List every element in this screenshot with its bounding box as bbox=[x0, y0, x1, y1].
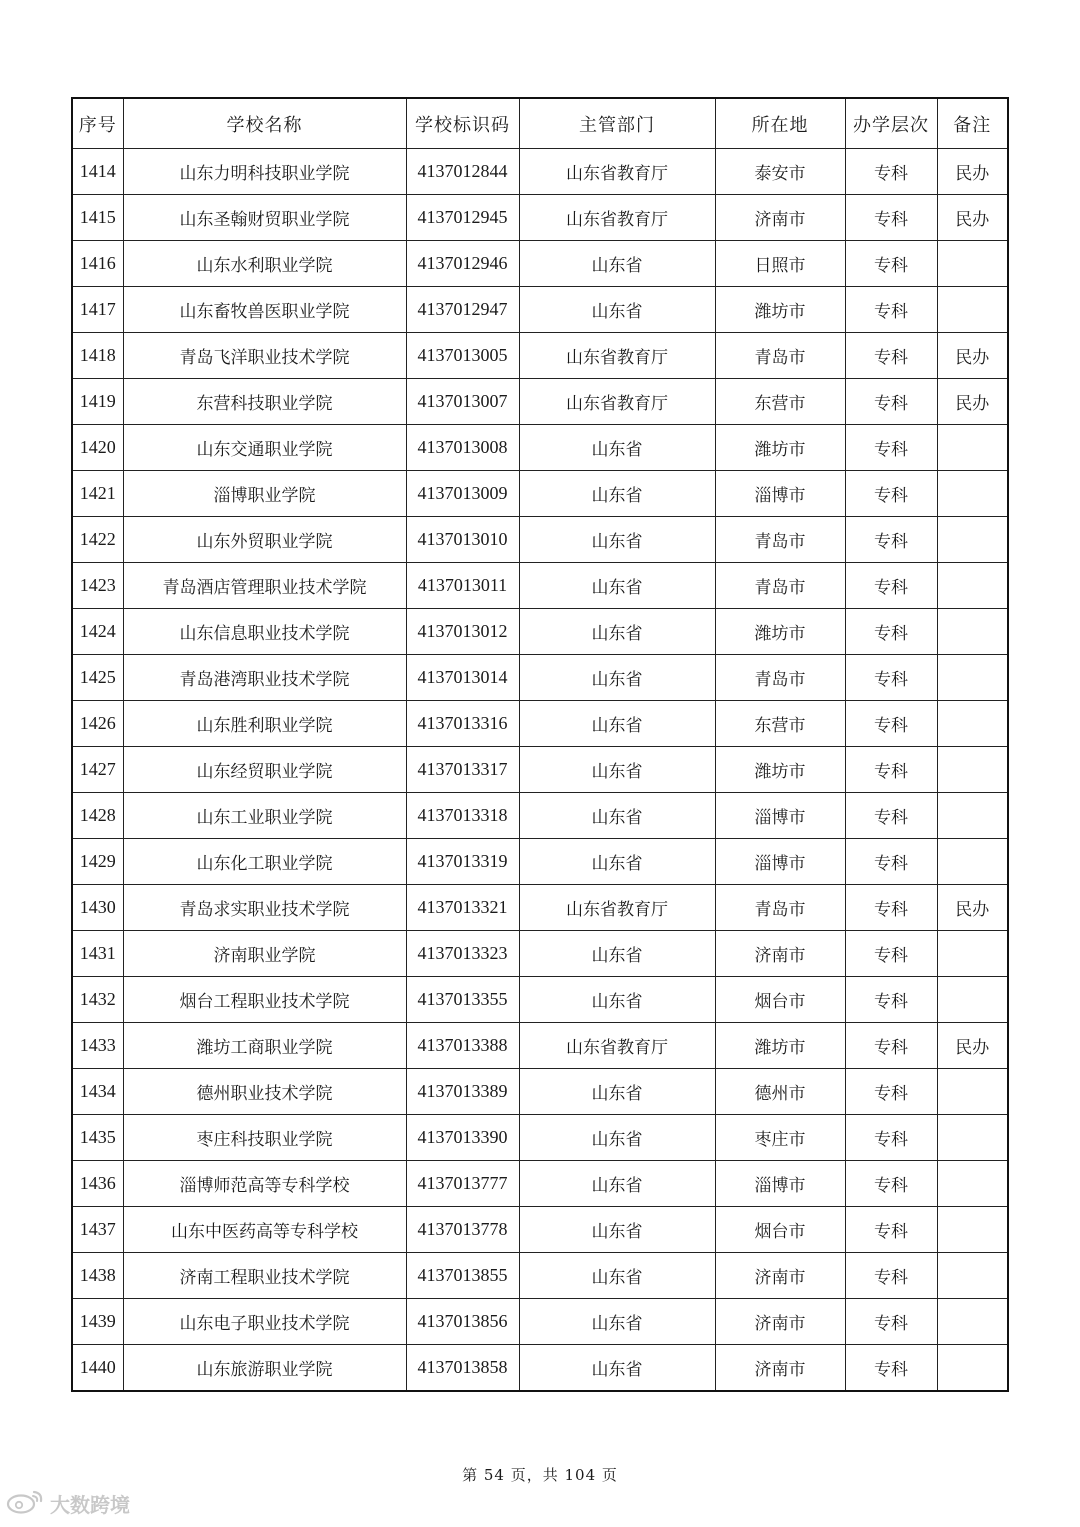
cell-index: 1417 bbox=[72, 287, 123, 333]
cell-school-name: 淄博职业学院 bbox=[123, 471, 406, 517]
table-row bbox=[72, 1345, 1008, 1392]
cell-school-code: 4137013355 bbox=[406, 977, 519, 1023]
cell-department: 山东省 bbox=[519, 1253, 715, 1299]
cell-index: 1434 bbox=[72, 1069, 123, 1115]
cell-level: 专科 bbox=[845, 1161, 937, 1207]
cell-index: 1419 bbox=[72, 379, 123, 425]
cell-department: 山东省 bbox=[519, 1161, 715, 1207]
cell-index: 1424 bbox=[72, 609, 123, 655]
table-row bbox=[72, 195, 1008, 241]
cell-school-code: 4137013010 bbox=[406, 517, 519, 563]
cell-department: 山东省 bbox=[519, 977, 715, 1023]
cell-level: 专科 bbox=[845, 1069, 937, 1115]
cell-index: 1427 bbox=[72, 747, 123, 793]
cell-department: 山东省教育厅 bbox=[519, 885, 715, 931]
cell-school-name: 山东电子职业技术学院 bbox=[123, 1299, 406, 1345]
cell-location: 济南市 bbox=[715, 1345, 845, 1392]
cell-school-name: 山东化工职业学院 bbox=[123, 839, 406, 885]
cell-school-name: 山东力明科技职业学院 bbox=[123, 149, 406, 195]
cell-level: 专科 bbox=[845, 149, 937, 195]
cell-location: 德州市 bbox=[715, 1069, 845, 1115]
cell-school-code: 4137013316 bbox=[406, 701, 519, 747]
cell-school-name: 德州职业技术学院 bbox=[123, 1069, 406, 1115]
cell-level: 专科 bbox=[845, 701, 937, 747]
cell-note bbox=[937, 241, 1008, 287]
cell-location: 青岛市 bbox=[715, 333, 845, 379]
cell-level: 专科 bbox=[845, 1115, 937, 1161]
cell-school-name: 山东旅游职业学院 bbox=[123, 1345, 406, 1392]
cell-location: 东营市 bbox=[715, 701, 845, 747]
table-row bbox=[72, 655, 1008, 701]
table-row bbox=[72, 747, 1008, 793]
cell-school-name: 青岛酒店管理职业技术学院 bbox=[123, 563, 406, 609]
cell-level: 专科 bbox=[845, 977, 937, 1023]
table-row bbox=[72, 379, 1008, 425]
cell-department: 山东省 bbox=[519, 287, 715, 333]
cell-department: 山东省 bbox=[519, 609, 715, 655]
cell-level: 专科 bbox=[845, 425, 937, 471]
header-cell-school-name: 学校名称 bbox=[123, 98, 406, 149]
cell-index: 1415 bbox=[72, 195, 123, 241]
cell-school-name: 枣庄科技职业学院 bbox=[123, 1115, 406, 1161]
cell-school-name: 烟台工程职业技术学院 bbox=[123, 977, 406, 1023]
cell-department: 山东省 bbox=[519, 1299, 715, 1345]
table-row bbox=[72, 333, 1008, 379]
cell-location: 青岛市 bbox=[715, 885, 845, 931]
watermark-text: 大数跨境 bbox=[50, 1493, 130, 1517]
school-list-table bbox=[71, 97, 1009, 1392]
cell-location: 潍坊市 bbox=[715, 287, 845, 333]
table-row bbox=[72, 701, 1008, 747]
cell-level: 专科 bbox=[845, 563, 937, 609]
cell-note bbox=[937, 977, 1008, 1023]
header-cell-school-code: 学校标识码 bbox=[406, 98, 519, 149]
table-row bbox=[72, 931, 1008, 977]
cell-index: 1439 bbox=[72, 1299, 123, 1345]
table-row bbox=[72, 1253, 1008, 1299]
cell-school-code: 4137013009 bbox=[406, 471, 519, 517]
cell-level: 专科 bbox=[845, 1207, 937, 1253]
cell-department: 山东省教育厅 bbox=[519, 379, 715, 425]
cell-school-code: 4137013777 bbox=[406, 1161, 519, 1207]
cell-level: 专科 bbox=[845, 1253, 937, 1299]
cell-school-name: 山东交通职业学院 bbox=[123, 425, 406, 471]
cell-school-code: 4137013390 bbox=[406, 1115, 519, 1161]
table-body bbox=[72, 149, 1008, 1392]
cell-index: 1431 bbox=[72, 931, 123, 977]
cell-note bbox=[937, 1207, 1008, 1253]
cell-department: 山东省 bbox=[519, 1345, 715, 1392]
cell-location: 烟台市 bbox=[715, 977, 845, 1023]
cell-school-name: 山东畜牧兽医职业学院 bbox=[123, 287, 406, 333]
cell-note bbox=[937, 839, 1008, 885]
cell-level: 专科 bbox=[845, 287, 937, 333]
header-cell-department: 主管部门 bbox=[519, 98, 715, 149]
cell-school-code: 4137013012 bbox=[406, 609, 519, 655]
cell-school-name: 山东工业职业学院 bbox=[123, 793, 406, 839]
cell-department: 山东省 bbox=[519, 1207, 715, 1253]
cell-school-name: 山东水利职业学院 bbox=[123, 241, 406, 287]
cell-level: 专科 bbox=[845, 655, 937, 701]
cell-department: 山东省 bbox=[519, 241, 715, 287]
table-row bbox=[72, 287, 1008, 333]
cell-location: 烟台市 bbox=[715, 1207, 845, 1253]
cell-department: 山东省 bbox=[519, 747, 715, 793]
cell-index: 1435 bbox=[72, 1115, 123, 1161]
cell-location: 淄博市 bbox=[715, 471, 845, 517]
header-cell-index: 序号 bbox=[72, 98, 123, 149]
cell-school-code: 4137013389 bbox=[406, 1069, 519, 1115]
cell-note bbox=[937, 1345, 1008, 1392]
cell-index: 1433 bbox=[72, 1023, 123, 1069]
cell-location: 淄博市 bbox=[715, 793, 845, 839]
table-row bbox=[72, 1161, 1008, 1207]
cell-school-name: 东营科技职业学院 bbox=[123, 379, 406, 425]
page-number-footer: 第 54 页，共 104 页 bbox=[462, 1466, 618, 1484]
table-row bbox=[72, 149, 1008, 195]
cell-department: 山东省教育厅 bbox=[519, 149, 715, 195]
cell-school-name: 济南职业学院 bbox=[123, 931, 406, 977]
cell-school-name: 山东胜利职业学院 bbox=[123, 701, 406, 747]
cell-index: 1418 bbox=[72, 333, 123, 379]
cell-department: 山东省 bbox=[519, 655, 715, 701]
table-row bbox=[72, 1023, 1008, 1069]
table-row bbox=[72, 563, 1008, 609]
cell-department: 山东省 bbox=[519, 701, 715, 747]
cell-note: 民办 bbox=[937, 1023, 1008, 1069]
cell-note bbox=[937, 655, 1008, 701]
cell-level: 专科 bbox=[845, 333, 937, 379]
cell-location: 淄博市 bbox=[715, 839, 845, 885]
cell-level: 专科 bbox=[845, 241, 937, 287]
table-header-row bbox=[72, 98, 1008, 149]
cell-location: 枣庄市 bbox=[715, 1115, 845, 1161]
cell-level: 专科 bbox=[845, 931, 937, 977]
cell-school-code: 4137013855 bbox=[406, 1253, 519, 1299]
cell-school-name: 青岛求实职业技术学院 bbox=[123, 885, 406, 931]
cell-index: 1438 bbox=[72, 1253, 123, 1299]
cell-level: 专科 bbox=[845, 379, 937, 425]
weibo-logo-icon bbox=[6, 1488, 50, 1519]
cell-note bbox=[937, 517, 1008, 563]
school-table-container bbox=[71, 97, 1007, 1392]
cell-level: 专科 bbox=[845, 1023, 937, 1069]
cell-note: 民办 bbox=[937, 379, 1008, 425]
cell-location: 日照市 bbox=[715, 241, 845, 287]
cell-department: 山东省教育厅 bbox=[519, 1023, 715, 1069]
cell-school-name: 潍坊工商职业学院 bbox=[123, 1023, 406, 1069]
cell-school-code: 4137013005 bbox=[406, 333, 519, 379]
cell-note bbox=[937, 1115, 1008, 1161]
cell-school-code: 4137013317 bbox=[406, 747, 519, 793]
header-cell-level: 办学层次 bbox=[845, 98, 937, 149]
cell-level: 专科 bbox=[845, 839, 937, 885]
cell-school-code: 4137013011 bbox=[406, 563, 519, 609]
cell-note bbox=[937, 1299, 1008, 1345]
cell-school-code: 4137013008 bbox=[406, 425, 519, 471]
cell-note: 民办 bbox=[937, 195, 1008, 241]
cell-level: 专科 bbox=[845, 195, 937, 241]
cell-index: 1436 bbox=[72, 1161, 123, 1207]
table-row bbox=[72, 425, 1008, 471]
cell-index: 1440 bbox=[72, 1345, 123, 1392]
cell-note bbox=[937, 1069, 1008, 1115]
table-row bbox=[72, 1115, 1008, 1161]
cell-location: 泰安市 bbox=[715, 149, 845, 195]
cell-index: 1429 bbox=[72, 839, 123, 885]
cell-school-code: 4137012945 bbox=[406, 195, 519, 241]
cell-note: 民办 bbox=[937, 149, 1008, 195]
cell-index: 1414 bbox=[72, 149, 123, 195]
cell-index: 1423 bbox=[72, 563, 123, 609]
cell-department: 山东省 bbox=[519, 563, 715, 609]
cell-note bbox=[937, 793, 1008, 839]
cell-school-code: 4137013007 bbox=[406, 379, 519, 425]
table-row bbox=[72, 1299, 1008, 1345]
cell-note bbox=[937, 563, 1008, 609]
cell-index: 1422 bbox=[72, 517, 123, 563]
cell-index: 1421 bbox=[72, 471, 123, 517]
table-row bbox=[72, 1207, 1008, 1253]
cell-school-code: 4137013388 bbox=[406, 1023, 519, 1069]
cell-location: 潍坊市 bbox=[715, 425, 845, 471]
cell-note bbox=[937, 287, 1008, 333]
table-row bbox=[72, 1069, 1008, 1115]
cell-school-name: 济南工程职业技术学院 bbox=[123, 1253, 406, 1299]
cell-school-name: 青岛港湾职业技术学院 bbox=[123, 655, 406, 701]
cell-level: 专科 bbox=[845, 609, 937, 655]
cell-school-name: 山东中医药高等专科学校 bbox=[123, 1207, 406, 1253]
cell-school-name: 青岛飞洋职业技术学院 bbox=[123, 333, 406, 379]
cell-index: 1420 bbox=[72, 425, 123, 471]
cell-department: 山东省 bbox=[519, 517, 715, 563]
cell-location: 青岛市 bbox=[715, 655, 845, 701]
cell-school-code: 4137012946 bbox=[406, 241, 519, 287]
cell-school-name: 山东信息职业技术学院 bbox=[123, 609, 406, 655]
cell-note bbox=[937, 747, 1008, 793]
cell-note: 民办 bbox=[937, 333, 1008, 379]
cell-location: 潍坊市 bbox=[715, 1023, 845, 1069]
cell-school-code: 4137013318 bbox=[406, 793, 519, 839]
table-row bbox=[72, 609, 1008, 655]
header-cell-location: 所在地 bbox=[715, 98, 845, 149]
cell-location: 东营市 bbox=[715, 379, 845, 425]
cell-index: 1428 bbox=[72, 793, 123, 839]
table-row bbox=[72, 471, 1008, 517]
cell-department: 山东省 bbox=[519, 793, 715, 839]
cell-level: 专科 bbox=[845, 747, 937, 793]
cell-note bbox=[937, 701, 1008, 747]
cell-index: 1432 bbox=[72, 977, 123, 1023]
cell-department: 山东省教育厅 bbox=[519, 195, 715, 241]
cell-location: 潍坊市 bbox=[715, 747, 845, 793]
cell-level: 专科 bbox=[845, 517, 937, 563]
cell-note bbox=[937, 471, 1008, 517]
cell-location: 青岛市 bbox=[715, 517, 845, 563]
cell-note bbox=[937, 425, 1008, 471]
cell-school-name: 山东圣翰财贸职业学院 bbox=[123, 195, 406, 241]
cell-location: 青岛市 bbox=[715, 563, 845, 609]
cell-department: 山东省 bbox=[519, 1115, 715, 1161]
cell-department: 山东省 bbox=[519, 1069, 715, 1115]
cell-index: 1426 bbox=[72, 701, 123, 747]
cell-school-code: 4137013778 bbox=[406, 1207, 519, 1253]
cell-note bbox=[937, 609, 1008, 655]
cell-location: 济南市 bbox=[715, 195, 845, 241]
table-row bbox=[72, 241, 1008, 287]
cell-school-name: 山东外贸职业学院 bbox=[123, 517, 406, 563]
cell-level: 专科 bbox=[845, 1299, 937, 1345]
cell-department: 山东省 bbox=[519, 931, 715, 977]
table-row bbox=[72, 793, 1008, 839]
cell-level: 专科 bbox=[845, 1345, 937, 1392]
cell-school-code: 4137013856 bbox=[406, 1299, 519, 1345]
table-row bbox=[72, 839, 1008, 885]
cell-note bbox=[937, 1253, 1008, 1299]
cell-school-code: 4137013323 bbox=[406, 931, 519, 977]
cell-note bbox=[937, 931, 1008, 977]
cell-location: 济南市 bbox=[715, 1253, 845, 1299]
cell-index: 1425 bbox=[72, 655, 123, 701]
cell-school-code: 4137013858 bbox=[406, 1345, 519, 1392]
cell-school-name: 山东经贸职业学院 bbox=[123, 747, 406, 793]
cell-school-code: 4137012947 bbox=[406, 287, 519, 333]
cell-department: 山东省 bbox=[519, 425, 715, 471]
cell-location: 潍坊市 bbox=[715, 609, 845, 655]
watermark bbox=[6, 1488, 130, 1519]
cell-level: 专科 bbox=[845, 885, 937, 931]
cell-note: 民办 bbox=[937, 885, 1008, 931]
table-row bbox=[72, 885, 1008, 931]
cell-location: 淄博市 bbox=[715, 1161, 845, 1207]
cell-school-code: 4137012844 bbox=[406, 149, 519, 195]
cell-school-name: 淄博师范高等专科学校 bbox=[123, 1161, 406, 1207]
table-row bbox=[72, 977, 1008, 1023]
cell-note bbox=[937, 1161, 1008, 1207]
cell-department: 山东省教育厅 bbox=[519, 333, 715, 379]
cell-index: 1416 bbox=[72, 241, 123, 287]
header-cell-note: 备注 bbox=[937, 98, 1008, 149]
cell-school-code: 4137013014 bbox=[406, 655, 519, 701]
table-row bbox=[72, 517, 1008, 563]
cell-department: 山东省 bbox=[519, 471, 715, 517]
cell-index: 1430 bbox=[72, 885, 123, 931]
cell-school-code: 4137013321 bbox=[406, 885, 519, 931]
cell-level: 专科 bbox=[845, 471, 937, 517]
cell-school-code: 4137013319 bbox=[406, 839, 519, 885]
cell-index: 1437 bbox=[72, 1207, 123, 1253]
cell-department: 山东省 bbox=[519, 839, 715, 885]
cell-location: 济南市 bbox=[715, 1299, 845, 1345]
cell-level: 专科 bbox=[845, 793, 937, 839]
cell-location: 济南市 bbox=[715, 931, 845, 977]
